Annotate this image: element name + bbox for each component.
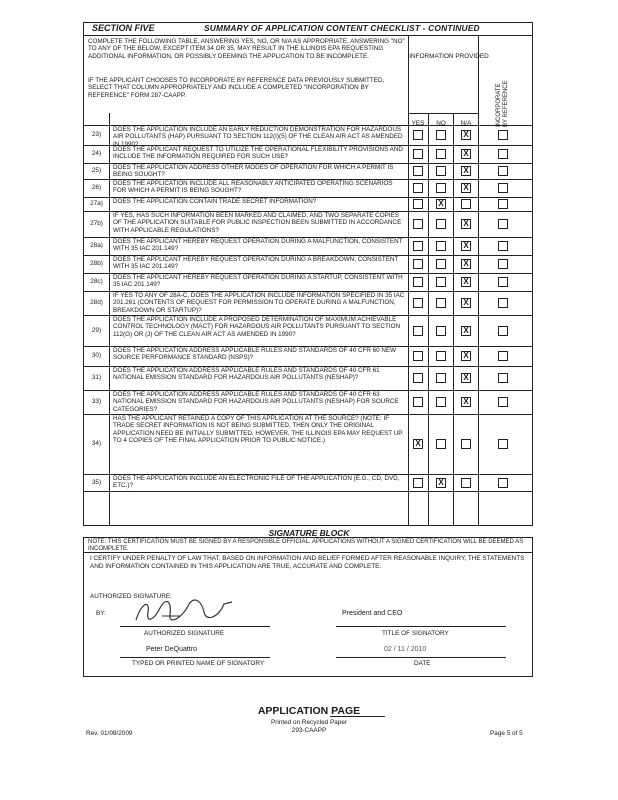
no-checkbox[interactable] xyxy=(436,351,446,361)
row-question: DOES THE APPLICATION INCLUDE AN ELECTRONIC FILE OF THE APPLICATION (E.G., CD, DVD, ETC.)? xyxy=(113,475,400,490)
row-question: IF YES, HAS SUCH INFORMATION BEEN MARKED AND CLAIMED, AND TWO SEPARATE COPIES OF THE APPLICATION SUITABLE FOR PUBLIC INSPECTION BEEN SUBMITTED IN ACCORDANCE WITH APPLICABLE REGULATIONS? xyxy=(113,212,402,234)
authorized-signature-caption: AUTHORIZED SIGNATURE xyxy=(144,630,225,637)
authorized-signature-label: AUTHORIZED SIGNATURE: xyxy=(90,593,172,600)
na-checkbox[interactable]: X xyxy=(461,277,471,287)
yes-checkbox[interactable] xyxy=(413,298,423,308)
no-checkbox[interactable] xyxy=(436,397,446,407)
row-number: 28c) xyxy=(90,278,103,285)
row-question: DOES THE APPLICATION CONTAIN TRADE SECRET INFORMATION? xyxy=(113,198,317,205)
info-provided-header: INFORMATION PROVIDED xyxy=(409,53,489,60)
no-checkbox[interactable] xyxy=(436,439,446,449)
signatory-title: President and CEO xyxy=(342,610,403,617)
row-number: 27b) xyxy=(90,220,103,227)
no-checkbox[interactable] xyxy=(436,166,446,176)
checklist-table xyxy=(83,22,533,526)
yes-checkbox[interactable] xyxy=(413,130,423,140)
yes-checkbox[interactable] xyxy=(413,183,423,193)
printed-name-caption: TYPED OR PRINTED NAME OF SIGNATORY xyxy=(132,660,265,667)
na-checkbox[interactable]: X xyxy=(461,130,471,140)
date-caption: DATE xyxy=(414,660,431,667)
inc-checkbox[interactable] xyxy=(498,199,508,209)
no-checkbox[interactable]: X xyxy=(436,478,446,488)
yes-checkbox[interactable] xyxy=(413,397,423,407)
no-column-header: NO xyxy=(436,120,446,127)
na-checkbox[interactable]: X xyxy=(461,373,471,383)
yes-checkbox[interactable] xyxy=(413,351,423,361)
no-checkbox[interactable] xyxy=(436,373,446,383)
na-checkbox[interactable]: X xyxy=(461,149,471,159)
row-question: HAS THE APPLICANT RETAINED A COPY OF THIS APPLICATION AT THE SOURCE? (NOTE: IF TRADE SECRET INFORMATION IS NOT BEING SUBMITTED, THEN ONLY THE ORIGINAL APPLICATION NEED BE INITIALLY SUBMITTED. HOWEVER, THE ILLINOIS EPA MAY REQUEST UP TO 4 COPIES OF THE FINAL APPLICATION PRIOR TO PUBLIC NOTICE.) xyxy=(113,415,403,445)
row-question: DOES THE APPLICANT HEREBY REQUEST OPERATION DURING A BREAKDOWN, CONSISTENT WITH 35 IAC 201.149? xyxy=(113,256,399,271)
yes-checkbox[interactable] xyxy=(413,241,423,251)
by-label: BY: xyxy=(96,610,106,617)
section-label: SECTION FIVE xyxy=(92,23,155,33)
yes-checkbox[interactable] xyxy=(413,259,423,269)
no-checkbox[interactable] xyxy=(436,149,446,159)
inc-checkbox[interactable] xyxy=(498,183,508,193)
row-question: DOES THE APPLICATION ADDRESS APPLICABLE RULES AND STANDARDS OF 40 CFR 60 NEW SOURCE PERFORMANCE STANDARD (NSPS)? xyxy=(113,347,397,362)
row-number: 29) xyxy=(91,326,102,334)
row-question: DOES THE APPLICATION ADDRESS APPLICABLE RULES AND STANDARDS OF 40 CFR 63 NATIONAL EMISSION STANDARD FOR HAZARDOUS AIR POLLUTANTS (NESHAP) FOR SOURCE CATEGORIES? xyxy=(113,391,399,413)
na-checkbox[interactable]: X xyxy=(461,219,471,229)
row-question: DOES THE APPLICATION ADDRESS OTHER MODES OF OPERATION FOR WHICH A PERMIT IS BEING SOUGHT? xyxy=(113,164,394,179)
page-number: Page 5 of 5 xyxy=(490,730,523,737)
no-checkbox[interactable] xyxy=(436,298,446,308)
row-question: DOES THE APPLICANT HEREBY REQUEST OPERATION DURING A MALFUNCTION, CONSISTENT WITH 35 IAC 201.149? xyxy=(113,238,403,253)
inc-checkbox[interactable] xyxy=(498,373,508,383)
na-checkbox[interactable] xyxy=(461,478,471,488)
row-question: DOES THE APPLICATION INCLUDE A PROPOSED DETERMINATION OF MAXIMUM ACHIEVABLE CONTROL TECHNOLOGY (MACT) FOR HAZARDOUS AIR POLLUTANTS PURSUANT TO SECTION 112(G) OR (J) OF THE CLEAN AIR ACT AS AMENDED IN 1990? xyxy=(113,316,401,338)
row-number: 27a) xyxy=(90,200,103,207)
yes-checkbox[interactable]: X xyxy=(413,439,423,449)
inc-checkbox[interactable] xyxy=(498,149,508,159)
section-title: SUMMARY OF APPLICATION CONTENT CHECKLIST - CONTINUED xyxy=(204,23,480,33)
yes-checkbox[interactable] xyxy=(413,373,423,383)
yes-checkbox[interactable] xyxy=(413,166,423,176)
inc-checkbox[interactable] xyxy=(498,298,508,308)
na-checkbox[interactable]: X xyxy=(461,183,471,193)
intro-paragraph-2: IF THE APPLICANT CHOOSES TO INCORPORATE BY REFERENCE DATA PREVIOUSLY SUBMITTED, SELECT THAT COLUMN APPROPRIATELY AND INCLUDE A COMPLETED "INCORPORATION BY REFERENCE" FORM 287-CAAPP. xyxy=(88,77,385,99)
row-number: 23) xyxy=(91,131,102,138)
signature-block xyxy=(83,537,533,677)
inc-checkbox[interactable] xyxy=(498,166,508,176)
no-checkbox[interactable] xyxy=(436,241,446,251)
row-question: DOES THE APPLICATION ADDRESS APPLICABLE RULES AND STANDARDS OF 40 CFR 61 NATIONAL EMISSION STANDARD FOR HAZARDOUS AIR POLLUTANTS (NESHAP)? xyxy=(113,367,380,382)
row-question: DOES THE APPLICANT HEREBY REQUEST OPERATION DURING A STARTUP, CONSISTENT WITH 35 IAC 201.149? xyxy=(113,274,403,289)
yes-column-header: YES xyxy=(411,120,425,127)
row-question: IF YES TO ANY OF 28A-C, DOES THE APPLICATION INCLUDE INFORMATION SPECIFIED IN 35 IAC 201.261 (CONTENTS OF REQUEST FOR PERMISSION TO OPERATE DURING A MALFUNCTION, BREAKDOWN OR STARTUP)? xyxy=(113,292,405,314)
certification-statement: I CERTIFY UNDER PENALTY OF LAW THAT, BASED ON INFORMATION AND BELIEF FORMED AFTER REASONABLE INQUIRY, THE STATEMENTS AND INFORMATION CONTAINED IN THIS APPLICATION ARE TRUE, ACCURATE AND COMPLETE. xyxy=(90,555,525,570)
yes-checkbox[interactable] xyxy=(413,478,423,488)
no-checkbox[interactable] xyxy=(436,183,446,193)
na-checkbox[interactable] xyxy=(461,199,471,209)
row-number: 35) xyxy=(91,478,102,486)
yes-checkbox[interactable] xyxy=(413,199,423,209)
printed-name: Peter DeQuattro xyxy=(146,646,197,653)
row-number: 28a) xyxy=(90,242,103,249)
signatory-title-caption: TITLE OF SIGNATORY xyxy=(382,630,449,637)
na-checkbox[interactable]: X xyxy=(461,298,471,308)
no-checkbox[interactable]: X xyxy=(436,199,446,209)
inc-checkbox[interactable] xyxy=(498,219,508,229)
na-checkbox[interactable]: X xyxy=(461,397,471,407)
row-number: 34) xyxy=(91,440,102,447)
inc-checkbox[interactable] xyxy=(498,478,508,488)
row-number: 25) xyxy=(91,167,102,174)
inc-checkbox[interactable] xyxy=(498,439,508,449)
no-checkbox[interactable] xyxy=(436,277,446,287)
row-number: 24) xyxy=(91,150,102,157)
row-number: 33) xyxy=(91,398,102,405)
na-checkbox[interactable]: X xyxy=(461,259,471,269)
yes-checkbox[interactable] xyxy=(413,149,423,159)
na-checkbox[interactable]: X xyxy=(461,351,471,361)
na-checkbox[interactable]: X xyxy=(461,166,471,176)
inc-checkbox[interactable] xyxy=(498,259,508,269)
signature-date: 02 / 11 / 2010 xyxy=(384,646,427,653)
form-number: 293-CAAPP xyxy=(291,727,327,734)
inc-checkbox[interactable] xyxy=(498,326,508,336)
application-page-label: APPLICATION PAGE xyxy=(257,705,361,717)
inc-checkbox[interactable] xyxy=(498,351,508,361)
na-checkbox[interactable]: X xyxy=(461,326,471,336)
na-checkbox[interactable]: X xyxy=(461,241,471,251)
inc-checkbox[interactable] xyxy=(498,130,508,140)
revision-date: Rev. 01/08/2009 xyxy=(86,730,133,737)
no-checkbox[interactable] xyxy=(436,219,446,229)
yes-checkbox[interactable] xyxy=(413,277,423,287)
yes-checkbox[interactable] xyxy=(413,219,423,229)
row-question: DOES THE APPLICATION INCLUDE ALL REASONABLY ANTICIPATED OPERATING SCENARIOS FOR WHICH A PERMIT IS BEING SOUGHT? xyxy=(113,180,393,195)
incorporate-header: INCORPORATE BY REFERENCE xyxy=(496,80,509,127)
inc-checkbox[interactable] xyxy=(498,241,508,251)
no-checkbox[interactable] xyxy=(436,326,446,336)
na-checkbox[interactable] xyxy=(461,439,471,449)
row-question: DOES THE APPLICANT REQUEST TO UTILIZE THE OPERATIONAL FLEXIBILITY PROVISIONS AND INCLUDE THE INFORMATION REQUIRED FOR SUCH USE? xyxy=(113,146,403,161)
inc-checkbox[interactable] xyxy=(498,397,508,407)
row-number: 28b) xyxy=(90,260,103,267)
signature-note: NOTE: THIS CERTIFICATION MUST BE SIGNED BY A RESPONSIBLE OFFICIAL. APPLICATIONS WITHOUT A SIGNED CERTIFICATION WILL BE DEEMED AS INCOMPLETE. xyxy=(88,539,524,552)
na-column-header: N/A xyxy=(460,120,472,127)
recycled-paper-note: Printed on Recycled Paper xyxy=(270,719,348,726)
row-question: DOES THE APPLICATION INCLUDE AN EARLY REDUCTION DEMONSTRATION FOR HAZARDOUS AIR POLLUTANTS (HAP) PURSUANT TO SECTION 112(I)(5) OF THE CLEAN AIR ACT AS AMENDED IN 1990? xyxy=(113,126,403,148)
row-number: 26) xyxy=(91,184,102,191)
row-number: 31) xyxy=(91,374,102,381)
no-checkbox[interactable] xyxy=(436,259,446,269)
no-checkbox[interactable] xyxy=(436,130,446,140)
handwritten-signature xyxy=(132,598,242,624)
signature-block-title: SIGNATURE BLOCK xyxy=(268,528,350,538)
inc-checkbox[interactable] xyxy=(498,277,508,287)
row-number: 28d) xyxy=(90,299,103,306)
row-number: 30) xyxy=(91,352,102,359)
yes-checkbox[interactable] xyxy=(413,326,423,336)
intro-paragraph-1: COMPLETE THE FOLLOWING TABLE, ANSWERING YES, NO, OR N/A AS APPROPRIATE. ANSWERING "NO" TO ANY OF THE BELOW, EXCEPT ITEM 34 OR 35, MAY RESULT IN THE ILLINOIS EPA REQUESTING ADDITIONAL INFORMATION, OR POSSIBLY DEEMING THE APPLICATION TO BE INCOMPLETE. xyxy=(88,38,405,60)
